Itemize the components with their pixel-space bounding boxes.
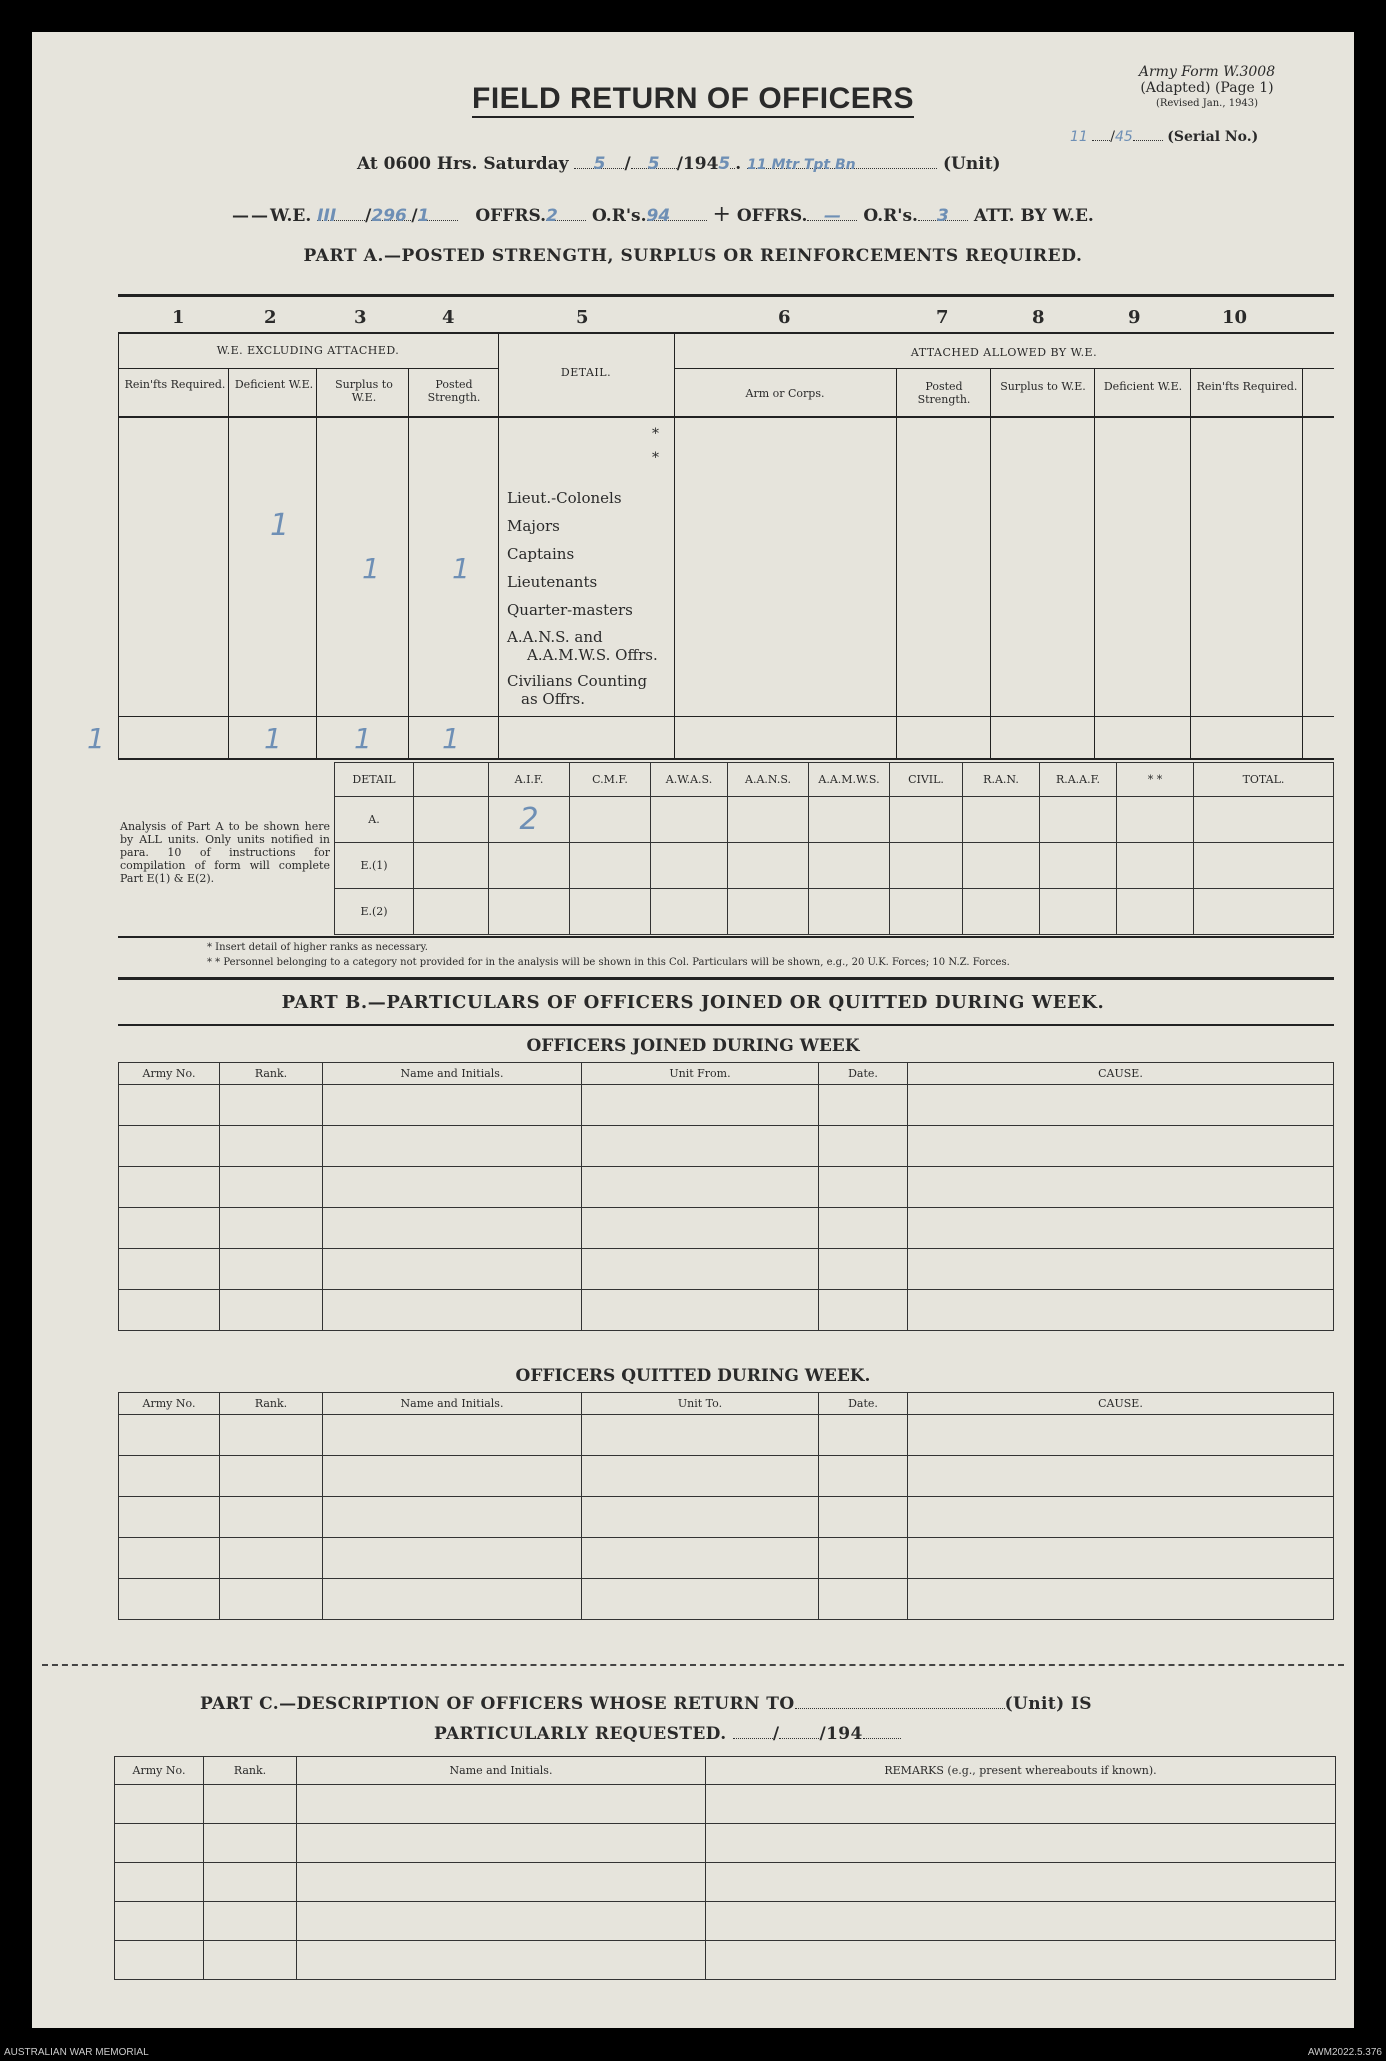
quitted-cell[interactable] [119,1579,220,1620]
footnote-2: * * Personnel belonging to a category not provided for in the analysis will be shown in this Col. Particulars will be shown, e.g., 20 U.K. Forces; 10 N.Z. Forces. [207,957,1010,968]
analysis-cell[interactable] [414,797,489,843]
quitted-cell[interactable] [908,1415,1334,1456]
col-att-reinfts: Rein'fts Required. [1196,380,1298,393]
partc-cell[interactable] [297,1902,706,1941]
grid-line [1190,368,1191,758]
partc-cell[interactable] [706,1863,1336,1902]
date-line: At 0600 Hrs. Saturday 5 / 5 /1945 . 11 Mtr Tpt Bn (Unit) [357,154,1001,174]
partc-cell[interactable] [297,1785,706,1824]
analysis-cell[interactable] [1117,797,1194,843]
analysis-cell[interactable] [890,843,963,889]
analysis-cell[interactable] [489,843,570,889]
part-b-title-rule [118,1024,1334,1026]
quitted-cell[interactable] [908,1579,1334,1620]
analysis-cell[interactable] [1117,889,1194,935]
footer-left: AUSTRALIAN WAR MEMORIAL [4,2047,149,2058]
col-number-5: 5 [576,307,589,328]
year-suffix[interactable]: 5 [718,154,731,174]
joined-cell[interactable] [908,1167,1334,1208]
analysis-cell[interactable] [1040,889,1117,935]
analysis-cell[interactable] [963,797,1040,843]
partc-cell[interactable] [115,1902,204,1941]
quitted-cell[interactable] [582,1579,819,1620]
col-number-10: 10 [1222,307,1248,328]
we-group-rule [118,368,498,369]
quitted-cell[interactable] [119,1456,220,1497]
analysis-col-ran: R.A.N. [963,763,1040,797]
analysis-row-a: A. [335,797,414,843]
rank-aans: A.A.N.S. and [507,628,603,646]
joined-cell[interactable] [323,1126,582,1167]
joined-col-unit-from: Unit From. [582,1063,819,1085]
quitted-cell[interactable] [323,1538,582,1579]
hand-mark-4: 1 [264,722,282,755]
quitted-cell[interactable] [819,1538,908,1579]
date-day[interactable]: 5 [593,154,606,174]
joined-cell[interactable] [220,1290,323,1331]
partc-col-name: Name and Initials. [297,1757,706,1785]
star-1: * [652,426,659,442]
quitted-col-army-no: Army No. [119,1393,220,1415]
partc-cell[interactable] [706,1941,1336,1980]
partc-cell[interactable] [706,1785,1336,1824]
partc-cell[interactable] [204,1785,297,1824]
hand-mark-1: 1 [270,508,290,543]
form-adapted: (Adapted) (Page 1) [1140,80,1274,96]
analysis-cell[interactable] [570,797,651,843]
col-reinfts-required: Rein'fts Required. [124,378,226,391]
part-c-slash: / [772,1724,780,1744]
att-group-rule [674,368,1334,369]
joined-cell[interactable] [119,1167,220,1208]
serial-value-b[interactable]: 45 [1115,129,1133,145]
partc-cell[interactable] [706,1902,1336,1941]
analysis-col-other: * * [1117,763,1194,797]
quitted-cell[interactable] [119,1497,220,1538]
plus-sign: + [712,202,731,227]
we-group-header: W.E. EXCLUDING ATTACHED. [216,344,400,357]
joined-cell[interactable] [119,1085,220,1126]
rank-civilians: Civilians Counting [507,672,648,690]
joined-cell[interactable] [582,1085,819,1126]
partc-col-remarks: REMARKS (e.g., present whereabouts if known). [706,1757,1336,1785]
grid-line [1302,368,1303,758]
joined-cell[interactable] [582,1126,819,1167]
partc-cell[interactable] [204,1902,297,1941]
joined-cell[interactable] [819,1249,908,1290]
analysis-cell[interactable] [1194,797,1334,843]
partc-cell[interactable] [706,1824,1336,1863]
quitted-cell[interactable] [323,1579,582,1620]
part-b-title: PART B.—PARTICULARS OF OFFICERS JOINED OR QUITTED DURING WEEK. [281,992,1105,1013]
part-a-total-rule [118,716,1334,717]
partc-cell[interactable] [204,1824,297,1863]
analysis-cell[interactable] [414,889,489,935]
grid-line [408,368,409,758]
joined-cell[interactable] [582,1249,819,1290]
grid-line [990,368,991,758]
quitted-col-unit-to: Unit To. [582,1393,819,1415]
hand-mark-3: 1 [452,552,470,585]
quitted-cell[interactable] [908,1497,1334,1538]
col-posted-strength: Posted Strength. [427,378,481,404]
analysis-cell[interactable] [1040,843,1117,889]
part-a-header-rule [118,416,1334,418]
col-number-3: 3 [354,307,367,328]
col-number-6: 6 [778,307,791,328]
part-b-top-rule [118,977,1334,980]
we-value-2[interactable]: 296 [371,206,407,226]
joined-cell[interactable] [582,1290,819,1331]
analysis-cell[interactable] [570,889,651,935]
quitted-cell[interactable] [323,1415,582,1456]
analysis-col-raaf: R.A.A.F. [1040,763,1117,797]
partc-cell[interactable] [204,1941,297,1980]
partc-cell[interactable] [297,1941,706,1980]
analysis-row-e1: E.(1) [335,843,414,889]
offrs2-value[interactable]: — [823,206,841,226]
grid-line [1094,368,1095,758]
col-number-4: 4 [442,307,455,328]
col-number-7: 7 [936,307,949,328]
rank-captains: Captains [507,545,575,563]
analysis-cell[interactable] [728,889,809,935]
quitted-cell[interactable] [819,1456,908,1497]
grid-line [896,368,897,758]
quitted-cell[interactable] [220,1579,323,1620]
joined-cell[interactable] [220,1167,323,1208]
analysis-cell[interactable] [651,797,728,843]
joined-cell[interactable] [323,1208,582,1249]
quitted-cell[interactable] [582,1415,819,1456]
analysis-table [334,762,1334,935]
rank-quarter-masters: Quarter-masters [507,601,633,619]
quitted-cell[interactable] [323,1497,582,1538]
analysis-cell[interactable] [809,843,890,889]
quitted-col-name: Name and Initials. [323,1393,582,1415]
quitted-cell[interactable] [119,1538,220,1579]
form-id-block [1082,64,1332,112]
joined-cell[interactable] [582,1167,819,1208]
col-number-1: 1 [172,307,185,328]
joined-col-name: Name and Initials. [323,1063,582,1085]
analysis-col-detail: DETAIL [335,763,414,797]
form-id: Army Form W.3008 [1138,64,1276,80]
ors-label: O.R's. [591,206,647,226]
analysis-cell[interactable] [890,889,963,935]
cut-line [42,1664,1344,1666]
col-number-8: 8 [1032,307,1045,328]
joined-cell[interactable] [819,1167,908,1208]
partc-cell[interactable] [115,1941,204,1980]
joined-cell[interactable] [908,1290,1334,1331]
analysis-cell[interactable] [890,797,963,843]
analysis-col-aif: A.I.F. [489,763,570,797]
hand-mark-6: 1 [442,722,460,755]
serial-line: 11 /45 (Serial No.) [1070,126,1258,145]
part-a-bottom-rule [118,758,1334,760]
quitted-cell[interactable] [819,1579,908,1620]
part-c-table [114,1756,1336,1980]
analysis-cell[interactable] [1040,797,1117,843]
serial-value-a[interactable]: 11 [1070,129,1088,145]
date-month[interactable]: 5 [647,154,660,174]
analysis-cell[interactable] [651,843,728,889]
ors2-label: O.R's. [863,206,918,226]
partc-col-army-no: Army No. [115,1757,204,1785]
quitted-cell[interactable] [220,1538,323,1579]
joined-cell[interactable] [119,1290,220,1331]
analysis-col-total: TOTAL. [1194,763,1334,797]
offrs2-label: OFFRS. [736,206,808,226]
at-label: At 0600 Hrs. Saturday [357,154,569,174]
analysis-cell[interactable] [489,889,570,935]
joined-cell[interactable] [220,1126,323,1167]
quitted-cell[interactable] [220,1456,323,1497]
joined-cell[interactable] [220,1085,323,1126]
joined-cell[interactable] [819,1085,908,1126]
joined-cell[interactable] [908,1126,1334,1167]
analysis-col-blank [414,763,489,797]
star-2: * [652,450,659,466]
analysis-bottom-rule [118,936,1334,938]
quitted-col-cause: CAUSE. [908,1393,1334,1415]
ors2-value[interactable]: 3 [937,206,949,226]
joined-cell[interactable] [323,1167,582,1208]
part-a-number-rule [118,332,1334,334]
analysis-cell[interactable] [809,797,890,843]
col-surplus-we: Surplus to W.E. [335,378,393,404]
quitted-cell[interactable] [220,1415,323,1456]
joined-title: OFFICERS JOINED DURING WEEK [526,1036,860,1056]
part-c-title [200,1694,1092,1714]
joined-cell[interactable] [819,1290,908,1331]
col-deficient-we: Deficient W.E. [234,378,314,391]
quitted-col-rank: Rank. [220,1393,323,1415]
analysis-cell[interactable] [809,889,890,935]
analysis-col-aans: A.A.N.S. [728,763,809,797]
grid-line [118,332,119,758]
quitted-cell[interactable] [582,1497,819,1538]
quitted-col-date: Date. [819,1393,908,1415]
analysis-cell[interactable] [728,843,809,889]
quitted-cell[interactable] [119,1415,220,1456]
part-c-title-b: (Unit) IS [1004,1694,1092,1714]
partc-cell[interactable] [297,1863,706,1902]
joined-cell[interactable] [819,1126,908,1167]
we-value-3[interactable]: 1 [417,206,430,226]
form-sheet [32,32,1354,2028]
col-arm-corps: Arm or Corps. [745,387,825,400]
analysis-cell[interactable] [651,889,728,935]
detail-header: DETAIL. [560,366,612,379]
joined-cell[interactable] [220,1249,323,1290]
part-c-year: /194 [819,1724,863,1744]
we-value-1[interactable]: III [317,206,337,226]
joined-cell[interactable] [119,1249,220,1290]
year-prefix: /194 [676,154,719,174]
col-number-2: 2 [264,307,277,328]
quitted-cell[interactable] [582,1456,819,1497]
partc-cell[interactable] [115,1785,204,1824]
part-a-title: PART A.—POSTED STRENGTH, SURPLUS OR REINFORCEMENTS REQUIRED. [303,246,1083,266]
analysis-cell[interactable] [963,889,1040,935]
partc-col-rank: Rank. [204,1757,297,1785]
analysis-cell[interactable] [1117,843,1194,889]
joined-col-army-no: Army No. [119,1063,220,1085]
analysis-col-aamws: A.A.M.W.S. [809,763,890,797]
joined-col-cause: CAUSE. [908,1063,1334,1085]
unit-hand[interactable]: 11 Mtr Tpt Bn [747,157,856,173]
joined-cell[interactable] [908,1249,1334,1290]
quitted-cell[interactable] [323,1456,582,1497]
joined-col-rank: Rank. [220,1063,323,1085]
analysis-row-e2: E.(2) [335,889,414,935]
joined-col-date: Date. [819,1063,908,1085]
partc-cell[interactable] [115,1863,204,1902]
col-number-9: 9 [1128,307,1141,328]
joined-cell[interactable] [220,1208,323,1249]
serial-label: (Serial No.) [1167,129,1259,145]
joined-cell[interactable] [819,1208,908,1249]
rank-majors: Majors [507,517,560,535]
part-a-top-rule [118,294,1334,297]
part-c-line2-a: PARTICULARLY REQUESTED. [434,1724,727,1744]
joined-cell[interactable] [323,1085,582,1126]
offrs-label: OFFRS. [475,206,547,226]
partc-cell[interactable] [115,1824,204,1863]
analysis-col-civil: CIVIL. [890,763,963,797]
hand-mark-2: 1 [362,552,380,585]
hand-mark-5: 1 [354,722,372,755]
joined-cell[interactable] [119,1208,220,1249]
grid-line [498,332,499,758]
form-revised: (Revised Jan., 1943) [1155,98,1259,109]
joined-table [118,1062,1334,1331]
rank-as-offrs: as Offrs. [521,690,585,708]
hand-mark-7: 1 [87,722,105,755]
analysis-note: Analysis of Part A to be shown here by ALL units. Only units notified in para. 10 of instructions for compilation of form will complete Part E(1) & E(2). [120,820,330,885]
quitted-cell[interactable] [908,1538,1334,1579]
joined-cell[interactable] [582,1208,819,1249]
quitted-cell[interactable] [819,1415,908,1456]
partc-cell[interactable] [204,1863,297,1902]
page-title: FIELD RETURN OF OFFICERS [472,82,914,118]
rank-lieutenants: Lieutenants [507,573,598,591]
quitted-cell[interactable] [582,1538,819,1579]
att-label: ATT. BY W.E. [973,206,1094,226]
quitted-title: OFFICERS QUITTED DURING WEEK. [515,1366,871,1386]
analysis-cell[interactable] [1194,889,1334,935]
rank-list [507,484,658,708]
ors-value[interactable]: 94 [646,206,671,226]
joined-cell[interactable] [908,1085,1334,1126]
att-group-header: ATTACHED ALLOWED BY W.E. [910,346,1098,359]
quitted-table [118,1392,1334,1620]
rank-lieut-colonels: Lieut.-Colonels [507,489,622,507]
analysis-cell[interactable] [963,843,1040,889]
analysis-cell[interactable] [1194,843,1334,889]
quitted-cell[interactable] [220,1497,323,1538]
joined-cell[interactable] [323,1290,582,1331]
partc-cell[interactable] [297,1824,706,1863]
grid-line [316,368,317,758]
analysis-cell[interactable] [414,843,489,889]
part-c-line2 [434,1724,901,1744]
joined-cell[interactable] [908,1208,1334,1249]
footnote-1: * Insert detail of higher ranks as necessary. [207,942,428,953]
unit-label: (Unit) [943,154,1001,174]
grid-line [228,368,229,758]
joined-cell[interactable] [323,1249,582,1290]
analysis-cell-aif-a[interactable] [489,797,570,843]
analysis-cell[interactable] [728,797,809,843]
footer-right: AWM2022.5.376 [1307,2047,1382,2058]
offrs-value[interactable]: 2 [546,206,558,226]
we-label: W.E. [270,206,312,226]
quitted-cell[interactable] [819,1497,908,1538]
analysis-cell[interactable] [570,843,651,889]
rank-aamws: A.A.M.W.S. Offrs. [527,646,658,664]
quitted-cell[interactable] [908,1456,1334,1497]
analysis-col-cmf: C.M.F. [570,763,651,797]
joined-cell[interactable] [119,1126,220,1167]
aif-a-value: 2 [519,802,539,837]
we-line: ——W.E. III /296 /1 OFFRS.2 O.R's.94 + OFFRS. — O.R's. 3 ATT. BY W.E. [232,202,1094,227]
col-att-deficient: Deficient W.E. [1103,380,1183,393]
analysis-col-awas: A.W.A.S. [651,763,728,797]
col-att-posted-strength: Posted Strength. [917,380,971,406]
part-c-title-a: PART C.—DESCRIPTION OF OFFICERS WHOSE RETURN TO [200,1694,795,1714]
col-att-surplus: Surplus to W.E. [1000,380,1086,393]
